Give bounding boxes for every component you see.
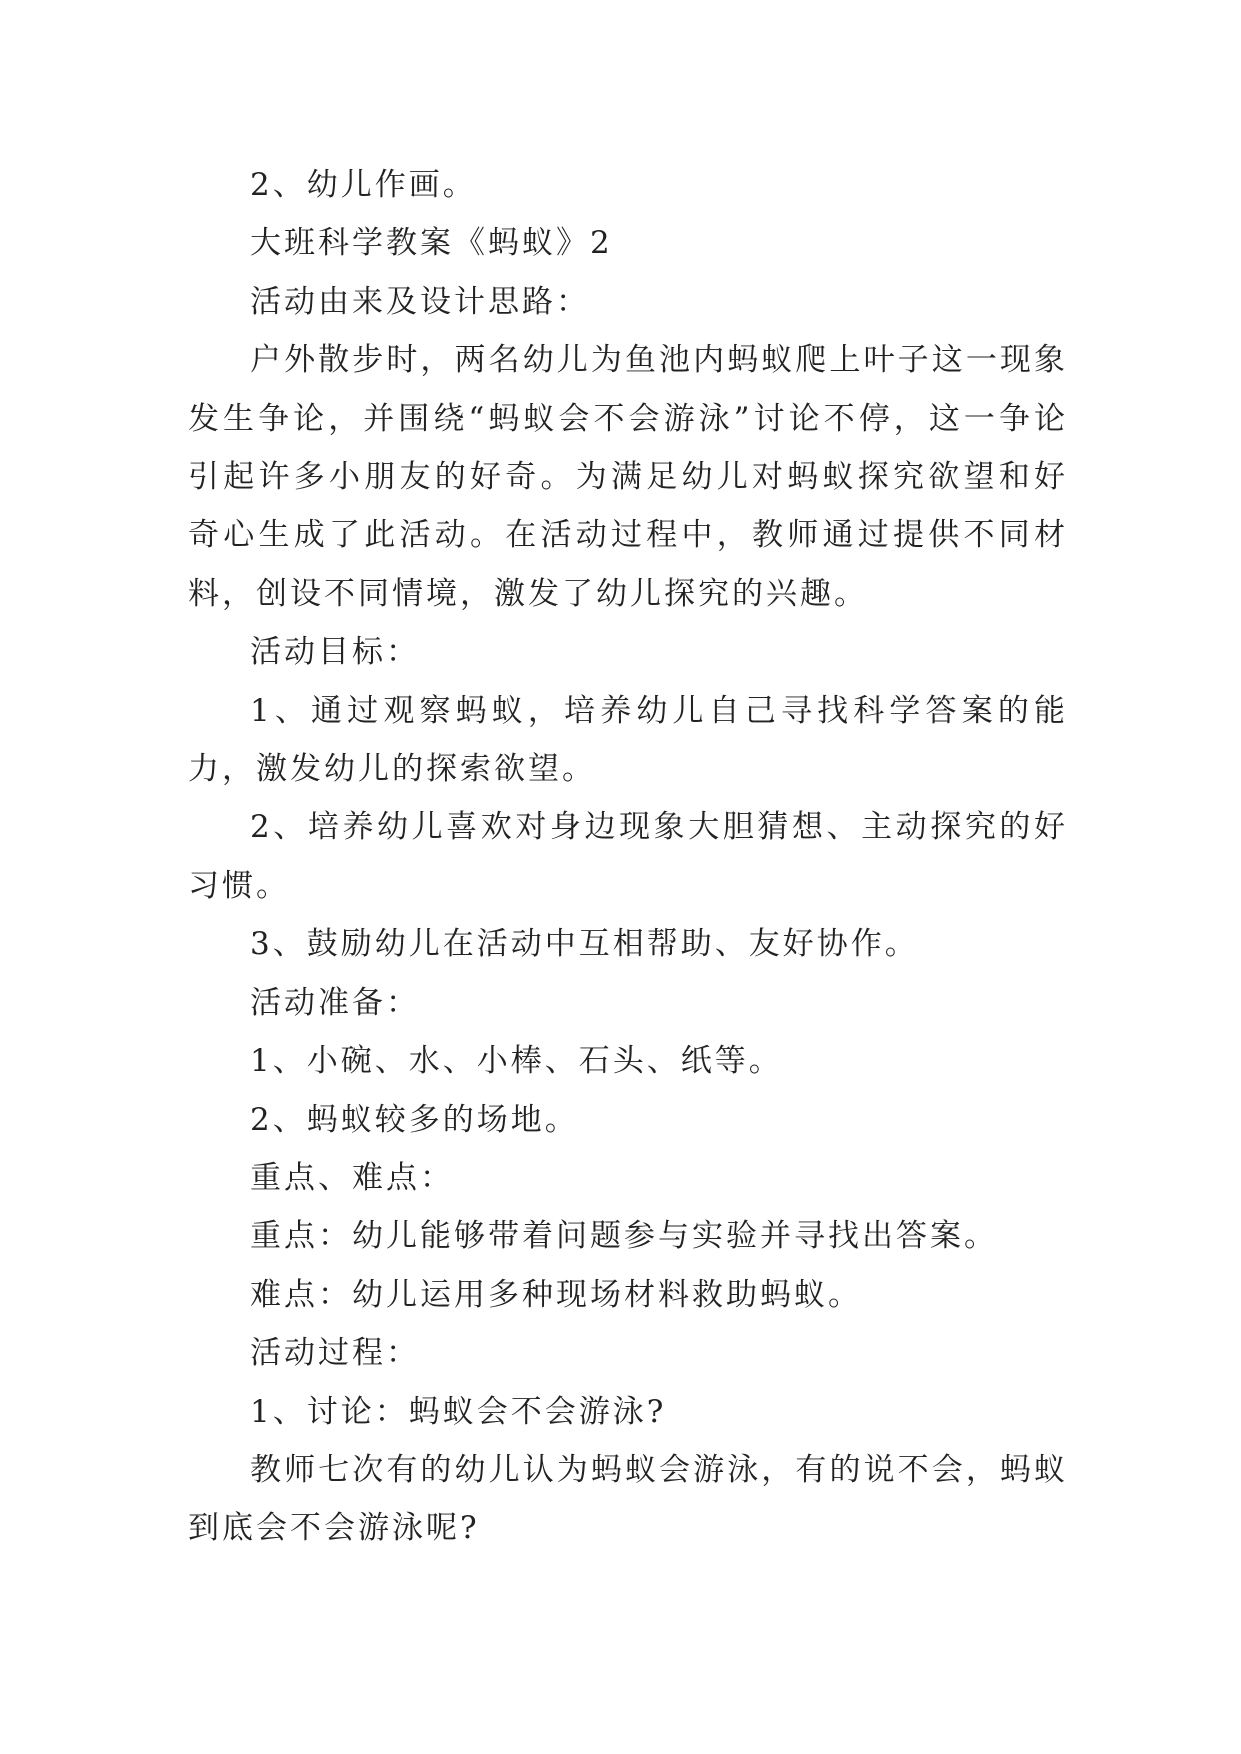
paragraph-prep-2: 2、蚂蚁较多的场地。 [250,1101,579,1138]
paragraph-process-text: 教师七次有的幼儿认为蚂蚁会游泳，有的说不会，蚂蚁到底会不会游泳呢? [188,1451,1068,1547]
paragraph-prep-1: 1、小碗、水、小棒、石头、纸等。 [250,1043,783,1080]
paragraph-difficulty: 难点：幼儿运用多种现场材料救助蚂蚁。 [250,1276,862,1313]
paragraph-drawing-step: 2、幼儿作画。 [250,167,477,203]
paragraph-goal-3: 3、鼓励幼儿在活动中互相帮助、友好协作。 [250,926,919,963]
paragraph-process-1: 1、讨论：蚂蚁会不会游泳? [250,1393,667,1430]
paragraph-origin-text: 户外散步时，两名幼儿为鱼池内蚂蚁爬上叶子这一现象发生争论，并围绕“蚂蚁会不会游泳”讨论不停，这一争论引起许多小朋友的好奇。为满足幼儿对蚂蚁探究欲望和好奇心生成了此活动。在活动过程中，教师通过提供不同材料，创设不同情境，激发了幼儿探究的兴趣。 [188,342,1068,612]
paragraph-prep-heading: 活动准备： [250,984,420,1021]
paragraph-key-point: 重点：幼儿能够带着问题参与实验并寻找出答案。 [250,1218,998,1255]
paragraph-goal-2: 2、培养幼儿喜欢对身边现象大胆猜想、主动探究的好习惯。 [188,809,1068,904]
paragraph-goal-1: 1、通过观察蚂蚁，培养幼儿自己寻找科学答案的能力，激发幼儿的探索欲望。 [188,692,1068,788]
paragraph-lesson-title: 大班科学教案《蚂蚁》2 [250,225,613,262]
paragraph-process-heading: 活动过程： [250,1335,420,1372]
document-body [188,156,1068,1558]
paragraph-key-points-heading: 重点、难点： [250,1159,454,1196]
paragraph-goals-heading: 活动目标： [250,634,420,671]
paragraph-origin-heading: 活动由来及设计思路： [250,283,590,320]
